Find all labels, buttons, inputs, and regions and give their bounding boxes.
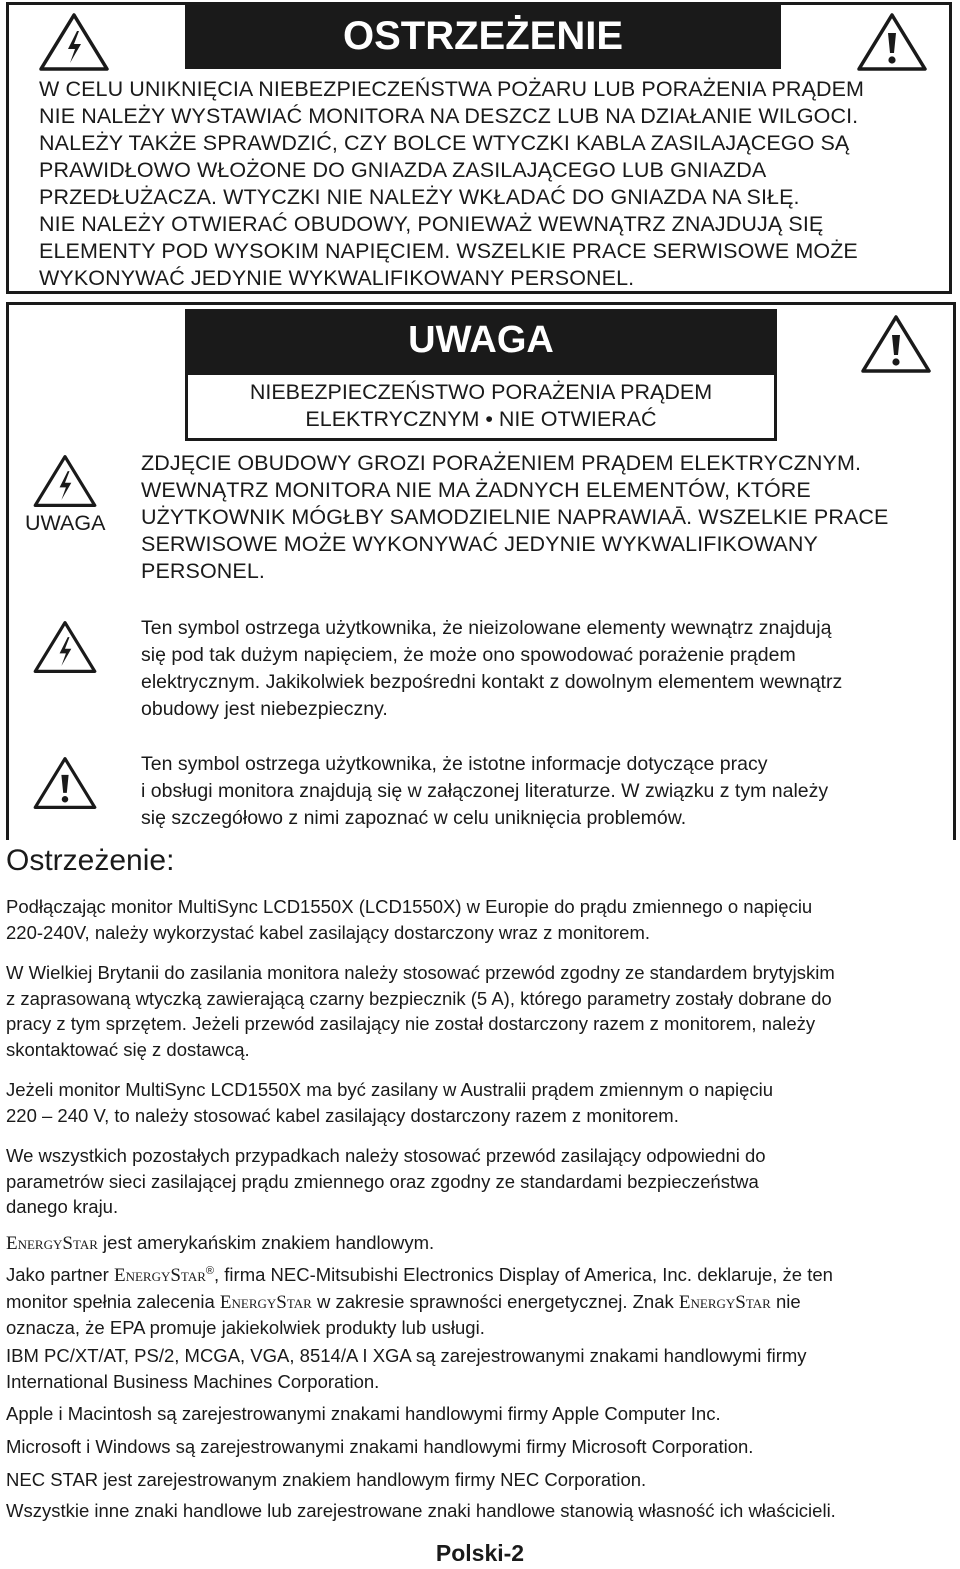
caution-subtitle-line: ELEKTRYCZNYM • NIE OTWIERAĆ	[305, 407, 657, 431]
trademark-note	[6, 1498, 836, 1524]
lightning-symbol-description	[141, 615, 842, 723]
caution-line: ZDJĘCIE OBUDOWY GROZI PORAŻENIEM PRĄDEM ELEKTRYCZNYM.	[141, 451, 862, 475]
energystar-brand: EnergyStar	[6, 1233, 98, 1254]
warning-line: PRAWIDŁOWO WŁOŻONE DO GNIAZDA ZASILAJĄCEGO LUB GNIAZDA	[39, 158, 767, 182]
warning-banner: OSTRZEŻENIE	[185, 5, 781, 69]
page-number: Polski-2	[435, 1540, 525, 1566]
paragraph-line: W Wielkiej Brytanii do zasilania monitora należy stosować przewód zgodny ze standardem brytyjskim	[6, 962, 835, 983]
warning-text	[39, 76, 864, 292]
caution-subtitle	[185, 375, 777, 441]
paragraph-text: , firma NEC-Mitsubishi Electronics Display of America, Inc. deklaruje, że ten	[214, 1264, 833, 1286]
energystar-brand: EnergyStar	[219, 1291, 312, 1313]
warning-line: ELEMENTY POD WYSOKIM NAPIĘCIEM. WSZELKIE PRACE SERWISOWE MOŻE	[39, 239, 858, 263]
paragraph-line	[6, 1259, 833, 1289]
description-line: Ten symbol ostrzega użytkownika, że nieizolowane elementy wewnątrz znajdują	[141, 617, 832, 639]
warning-line: W CELU UNIKNIĘCIA NIEBEZPIECZEŃSTWA POŻARU LUB PORAŻENIA PRĄDEM	[39, 77, 865, 101]
caution-icon-label: UWAGA	[25, 511, 106, 535]
description-line: i obsługi monitora znajdują się w załączonej literaturze. W związku z tym należy	[141, 780, 829, 802]
paragraph-line: pracy z tym sprzętem. Jeżeli przewód zasilający nie został dostarczony razem z monitorem, należy	[6, 1013, 816, 1034]
paragraph-line: Wszystkie inne znaki handlowe lub zarejestrowane znaki handlowe stanowią własność ich właścicieli.	[6, 1500, 836, 1521]
caution-line: WEWNĄTRZ MONITORA NIE MA ŻADNYCH ELEMENTÓW, KTÓRE	[141, 478, 811, 502]
warning-line: NIE NALEŻY WYSTAWIAĆ MONITORA NA DESZCZ LUB NA DZIAŁANIE WILGOCI.	[39, 104, 859, 128]
energystar-brand: EnergyStar	[113, 1265, 206, 1287]
warning-line: NIE NALEŻY OTWIERAĆ OBUDOWY, PONIEWAŻ WEWNĄTRZ ZNAJDUJĄ SIĘ	[39, 212, 824, 236]
paragraph-text: w zakresie sprawności energetycznej. Znak	[311, 1290, 679, 1312]
exclamation-warning-icon	[855, 11, 929, 73]
description-line: się szczegółowo z nimi zapoznać w celu uniknięcia problemów.	[141, 807, 687, 829]
caution-box	[6, 302, 956, 840]
registered-mark: ®	[205, 1265, 215, 1277]
paragraph-text: jest amerykańskim znakiem handlowym.	[97, 1232, 435, 1253]
lightning-warning-icon	[37, 11, 111, 73]
caution-banner: UWAGA	[185, 309, 777, 375]
paragraph-text: monitor spełnia zalecenia	[6, 1290, 220, 1312]
paragraph-line: z zaprasowaną wtyczką zawierającą czarny bezpiecznik (5 A), którego parametry zostały dobrane do	[6, 987, 832, 1009]
caution-line: UŻYTKOWNIK MÓGŁBY SAMODZIELNIE NAPRAWIAĀ. WSZELKIE PRACE	[141, 505, 889, 529]
paragraph-line: Podłączając monitor MultiSync LCD1550X (LCD1550X) w Europie do prądu zmiennego o napięciu	[6, 896, 813, 917]
paragraph-line: NEC STAR jest zarejestrowanym znakiem handlowym firmy NEC Corporation.	[6, 1469, 647, 1490]
paragraph-line: Microsoft i Windows są zarejestrowanymi znakami handlowymi firmy Microsoft Corporation.	[6, 1436, 754, 1457]
description-line: elektrycznym. Jakikolwiek bezpośredni kontakt z dowolnym elementem wewnątrz	[141, 671, 843, 693]
trademark-note	[6, 1434, 753, 1460]
paragraph-line: We wszystkich pozostałych przypadkach należy stosować przewód zasilający odpowiedni do	[6, 1145, 766, 1166]
lightning-warning-icon	[31, 619, 99, 675]
exclamation-warning-icon	[31, 755, 99, 811]
exclamation-symbol-description	[141, 751, 828, 832]
energystar-partner	[6, 1259, 833, 1341]
paragraph-line	[6, 1289, 833, 1316]
warning-line: WYKONYWAĆ JEDYNIE WYKWALIFIKOWANY PERSONEL.	[39, 266, 635, 290]
paragraph-line: skontaktować się z dostawcą.	[6, 1038, 250, 1060]
caution-text	[141, 450, 888, 585]
paragraph-line: IBM PC/XT/AT, PS/2, MCGA, VGA, 8514/A I XGA są zarejestrowanymi znakami handlowymi firmy	[6, 1345, 807, 1366]
warning-box	[6, 2, 952, 294]
paragraph	[6, 1077, 773, 1128]
caution-line: PERSONEL.	[141, 559, 265, 583]
paragraph-line: danego kraju.	[6, 1196, 119, 1217]
caution-subtitle-line: NIEBEZPIECZEŃSTWO PORAŻENIA PRĄDEM	[249, 380, 713, 404]
energystar-note	[6, 1230, 434, 1257]
trademark-note	[6, 1401, 721, 1427]
paragraph-text: Jako partner	[6, 1264, 114, 1286]
paragraph-line: 220 – 240 V, to należy stosować kabel zasilający dostarczony razem z monitorem.	[6, 1104, 679, 1126]
paragraph-line: Jeżeli monitor MultiSync LCD1550X ma być zasilany w Australii prądem zmiennym o napięciu	[6, 1079, 774, 1100]
paragraph	[6, 1143, 766, 1220]
paragraph-line: 220-240V, należy wykorzystać kabel zasilający dostarczony wraz z monitorem.	[6, 921, 651, 943]
paragraph-line	[6, 1230, 434, 1257]
description-line: Ten symbol ostrzega użytkownika, że istotne informacje dotyczące pracy	[141, 753, 768, 775]
caution-line: SERWISOWE MOŻE WYKONYWAĆ JEDYNIE WYKWALIFIKOWANY	[141, 532, 818, 556]
paragraph-line: oznacza, że EPA promuje jakiekolwiek produkty lub usługi.	[6, 1317, 485, 1339]
lightning-warning-icon	[31, 453, 99, 509]
description-line: się pod tak dużym napięciem, że może ono spowodować porażenie prądem	[141, 644, 796, 666]
trademark-note	[6, 1467, 646, 1493]
section-heading: Ostrzeżenie:	[6, 844, 175, 877]
paragraph-line: parametrów sieci zasilającej prądu zmiennego oraz zgodny ze standardami bezpieczeństwa	[6, 1170, 759, 1192]
description-line: obudowy jest niebezpieczny.	[141, 698, 388, 720]
trademark-note	[6, 1343, 807, 1394]
warning-line: PRZEDŁUŻACZA. WTYCZKI NIE NALEŻY WKŁADAĆ DO GNIAZDA NA SIŁĘ.	[39, 185, 800, 209]
warning-line: NALEŻY TAKŻE SPRAWDZIĆ, CZY BOLCE WTYCZKI KABLA ZASILAJĄCEGO SĄ	[39, 131, 850, 155]
paragraph	[6, 960, 835, 1062]
paragraph-text: nie	[770, 1290, 801, 1312]
energystar-brand: EnergyStar	[678, 1291, 771, 1313]
paragraph-line: International Business Machines Corporation.	[6, 1370, 380, 1392]
paragraph	[6, 894, 812, 945]
paragraph-line: Apple i Macintosh są zarejestrowanymi znakami handlowymi firmy Apple Computer Inc.	[6, 1403, 721, 1424]
exclamation-warning-icon	[859, 313, 933, 375]
